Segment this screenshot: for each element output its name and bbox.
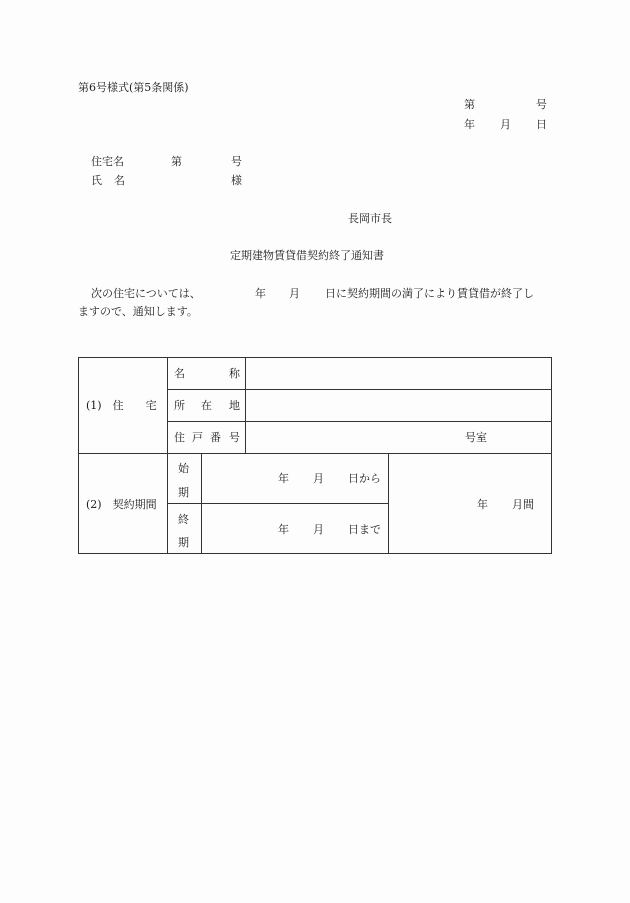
row-name-a: 名 [174,367,185,380]
end-year: 年 [278,523,289,536]
room-suffix: 号室 [465,431,487,444]
duration-year: 年 [477,498,488,511]
row-location-a: 所 [174,399,185,412]
housing-go: 号 [231,155,242,168]
date-month: 月 [500,118,511,131]
name-value-field[interactable] [246,358,551,389]
body-line1-month: 月 [289,287,300,300]
start-month: 月 [313,472,324,485]
row-location-c: 地 [229,399,240,412]
row-unit-a: 住 [174,431,185,444]
issuer: 長岡市長 [348,212,392,225]
end-label-2: 期 [178,536,189,549]
location-value-field[interactable] [246,390,551,421]
start-year: 年 [278,472,289,485]
section2-label: (2) 契約期間 [86,498,157,511]
body-line1-year: 年 [255,287,266,300]
end-day: 日まで [348,523,381,536]
document-title: 定期建物賃貸借契約終了通知書 [230,249,384,262]
table-divider [388,453,389,553]
start-day: 日から [348,472,381,485]
honorific: 様 [231,174,242,187]
table-divider [167,421,551,422]
body-line1-a: 次の住宅については、 [91,287,201,300]
housing-label: 住宅名 [91,155,124,168]
date-year: 年 [464,118,475,131]
table-divider [167,503,388,504]
doc-number-go: 号 [536,98,547,111]
row-location-b: 在 [201,399,212,412]
row-unit-d: 号 [229,431,240,444]
name-label-2: 名 [114,174,125,187]
table-divider [79,453,551,454]
body-line2: ますので、通知します。 [78,305,198,318]
doc-number-dai: 第 [464,98,475,111]
row-unit-b: 戸 [192,431,203,444]
date-day: 日 [536,118,547,131]
housing-dai: 第 [171,155,182,168]
form-id: 第6号様式(第5条関係) [78,81,189,94]
section1-label: (1) 住 宅 [86,399,157,412]
start-label-2: 期 [178,486,189,499]
duration-month: 月間 [512,498,534,511]
body-line1-b: 日に契約期間の満了により賃貸借が終了し [325,287,534,300]
info-table [78,357,552,554]
end-label-1: 終 [178,513,189,526]
table-divider [167,358,168,553]
row-unit-c: 番 [210,431,221,444]
end-month: 月 [313,523,324,536]
row-name-b: 称 [229,367,240,380]
name-label-1: 氏 [91,174,102,187]
start-label-1: 始 [178,462,189,475]
